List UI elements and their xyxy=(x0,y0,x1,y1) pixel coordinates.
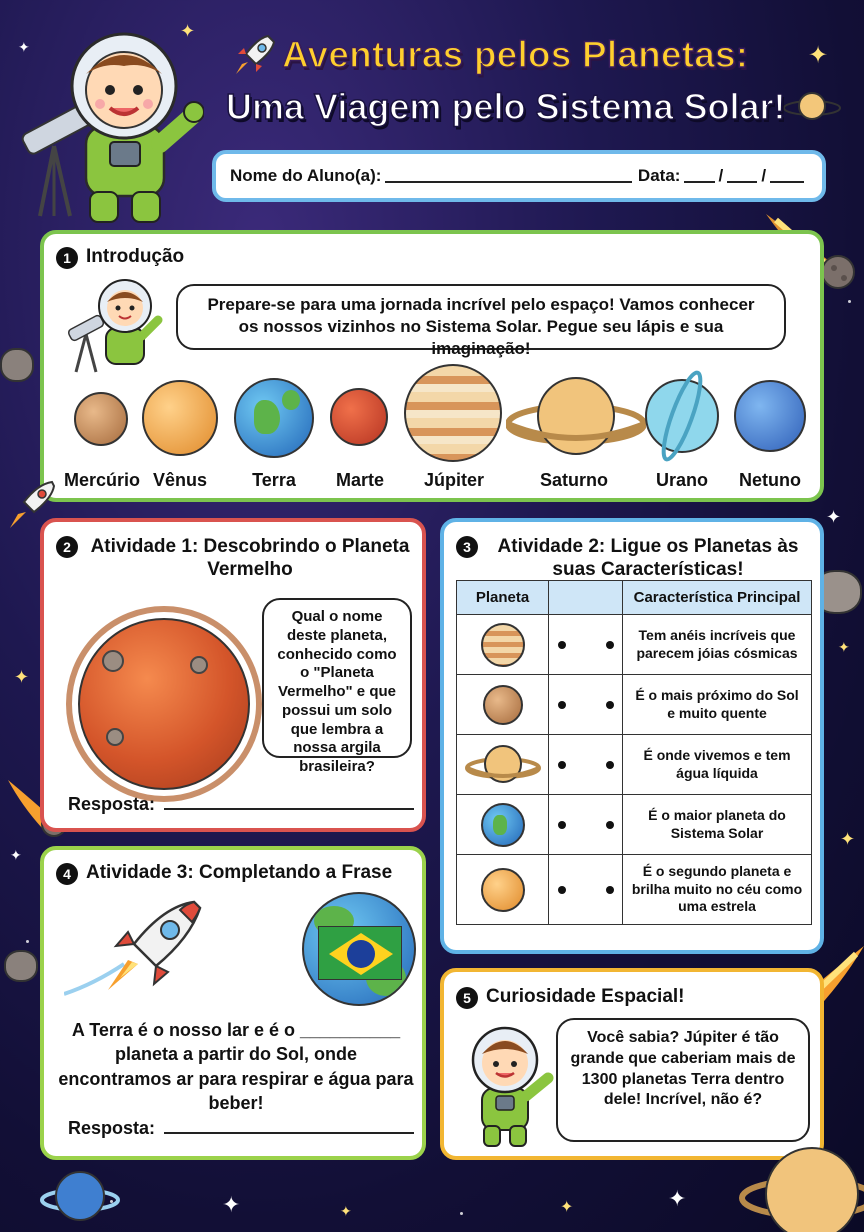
section-activity-1 xyxy=(40,518,426,832)
star-icon: ✦ xyxy=(560,1199,574,1216)
question-text: Qual o nome deste planeta, conhecido como o "Planeta Vermelho" e que possui um solo que lembra a nossa argila brasileira? xyxy=(277,608,397,775)
right-dot[interactable] xyxy=(606,886,614,894)
jupiter-mini-planet xyxy=(481,623,525,667)
asteroid-icon xyxy=(4,950,38,982)
planet-label-mercury: Mercúrio xyxy=(63,470,141,490)
section-1-header xyxy=(56,246,184,269)
section-number: 1 xyxy=(56,247,78,269)
saturn-planet xyxy=(506,370,646,471)
col-header-feature: Característica Principal xyxy=(623,581,812,615)
saturn-mini-planet xyxy=(465,742,541,788)
saturn-icon xyxy=(728,1138,864,1232)
planet-label-earth: Terra xyxy=(252,470,296,490)
section-number: 5 xyxy=(456,987,478,1009)
planet-label-jupiter: Júpiter xyxy=(423,470,484,490)
question-bubble xyxy=(262,598,412,775)
neptune-icon xyxy=(40,1166,120,1231)
left-dot[interactable] xyxy=(558,641,566,649)
table-row xyxy=(457,795,812,855)
name-field[interactable] xyxy=(385,169,632,183)
asteroid-icon xyxy=(0,348,34,382)
section-number: 4 xyxy=(56,863,78,885)
section-3-header xyxy=(456,536,812,582)
date-label: Data: xyxy=(637,166,681,185)
rocket-icon xyxy=(228,30,280,87)
jupiter-planet xyxy=(404,364,502,462)
right-dot[interactable] xyxy=(606,821,614,829)
uranus-planet xyxy=(642,368,722,469)
star-icon: ✦ xyxy=(340,1203,352,1219)
answer-row xyxy=(68,1118,418,1139)
matching-table xyxy=(456,580,812,925)
astronaut-small-illustration xyxy=(66,274,166,379)
star-icon: ✦ xyxy=(838,639,850,655)
table-row xyxy=(457,615,812,675)
date-day-field[interactable] xyxy=(684,169,714,183)
planet-label-uranus: Urano xyxy=(655,470,708,490)
astronaut-illustration xyxy=(14,16,204,226)
name-label: Nome do Aluno(a): xyxy=(230,166,382,185)
planet-label-venus: Vênus xyxy=(152,470,208,490)
page-title-line1: Aventuras pelos Planetas: xyxy=(282,34,749,75)
answer-field[interactable] xyxy=(164,1120,414,1134)
section-title: Curiosidade Espacial! xyxy=(486,986,685,1007)
sentence-text: A Terra é o nosso lar e é o __________ planeta a partir do Sol, onde encontramos ar para respirar e água para beber! xyxy=(58,1020,414,1113)
answer-row xyxy=(68,794,418,815)
page-title-line2: Uma Viagem pelo Sistema Solar! xyxy=(226,86,786,127)
venus-mini-planet xyxy=(481,868,525,912)
col-header-planet: Planeta xyxy=(457,581,549,615)
planet-label-neptune: Netuno xyxy=(739,470,801,490)
mars-planet xyxy=(330,388,388,446)
left-dot[interactable] xyxy=(558,701,566,709)
earth-planet xyxy=(234,378,314,458)
answer-field[interactable] xyxy=(164,796,414,810)
intro-speech-text: Prepare-se para uma jornada incrível pelo espaço! Vamos conhecer os nossos vizinhos no Sistema Solar. Pegue seu lápis e sua imaginação! xyxy=(207,295,755,359)
left-dot[interactable] xyxy=(558,821,566,829)
col-header-links xyxy=(549,581,623,615)
mercury-planet xyxy=(74,392,128,446)
fact-bubble xyxy=(556,1018,810,1142)
table-row xyxy=(457,735,812,795)
section-title: Atividade 2: Ligue os Planetas às suas Características! xyxy=(497,536,799,580)
fact-text: Você sabia? Júpiter é tão grande que caberiam mais de 1300 planetas Terra dentro dele! Incrível, não é? xyxy=(570,1029,796,1109)
planet-label-mars: Marte xyxy=(335,470,384,490)
date-month-field[interactable] xyxy=(727,169,757,183)
star-icon: ✦ xyxy=(18,39,30,55)
feature-cell: É o mais próximo do Sol e muito quente xyxy=(623,675,812,735)
star-icon: ✦ xyxy=(840,829,856,849)
right-dot[interactable] xyxy=(606,761,614,769)
section-activity-3 xyxy=(40,846,426,1160)
section-activity-2 xyxy=(440,518,824,954)
mars-illustration xyxy=(66,606,262,802)
feature-cell: É o maior planeta do Sistema Solar xyxy=(623,795,812,855)
feature-cell: Tem anéis incríveis que parecem jóias cósmicas xyxy=(623,615,812,675)
mercury-mini-planet xyxy=(483,685,523,725)
section-title: Introdução xyxy=(86,246,185,267)
section-2-header xyxy=(56,536,416,582)
left-dot[interactable] xyxy=(558,761,566,769)
answer-label: Resposta: xyxy=(68,1118,156,1138)
venus-planet xyxy=(142,380,218,456)
table-row xyxy=(457,675,812,735)
student-info-bar: Nome do Aluno(a): Data: / / xyxy=(212,150,826,202)
star-icon: ✦ xyxy=(826,507,842,527)
section-number: 2 xyxy=(56,536,78,558)
left-dot[interactable] xyxy=(558,886,566,894)
date-year-field[interactable] xyxy=(770,169,804,183)
astronaut-small-illustration xyxy=(458,1022,558,1155)
neptune-planet xyxy=(734,380,806,452)
section-introduction xyxy=(40,230,824,502)
feature-cell: É o segundo planeta e brilha muito no céu como uma estrela xyxy=(623,855,812,925)
star-icon: ✦ xyxy=(668,1186,687,1211)
section-number: 3 xyxy=(456,536,478,558)
section-title: Atividade 3: Completando a Frase xyxy=(86,862,393,883)
section-4-header xyxy=(56,862,392,885)
table-row xyxy=(457,855,812,925)
section-title: Atividade 1: Descobrindo o Planeta Vermelho xyxy=(90,536,410,580)
saturn-icon xyxy=(782,86,842,131)
star-icon: ✦ xyxy=(14,667,30,687)
star-icon: ✦ xyxy=(10,847,22,863)
planet-label-saturn: Saturno xyxy=(539,470,608,490)
earth-mini-planet xyxy=(481,803,525,847)
right-dot[interactable] xyxy=(606,701,614,709)
star-icon: ✦ xyxy=(180,21,196,41)
star-icon: ✦ xyxy=(808,42,829,69)
intro-speech-bubble xyxy=(176,284,786,359)
right-dot[interactable] xyxy=(606,641,614,649)
rocket-illustration xyxy=(64,894,214,1009)
earth-brazil-flag-illustration xyxy=(302,892,416,1006)
section-5-header xyxy=(456,986,685,1009)
section-curiosity xyxy=(440,968,824,1160)
answer-label: Resposta: xyxy=(68,794,156,814)
feature-cell: É onde vivemos e tem água líquida xyxy=(623,735,812,795)
star-icon: ✦ xyxy=(222,1192,241,1217)
